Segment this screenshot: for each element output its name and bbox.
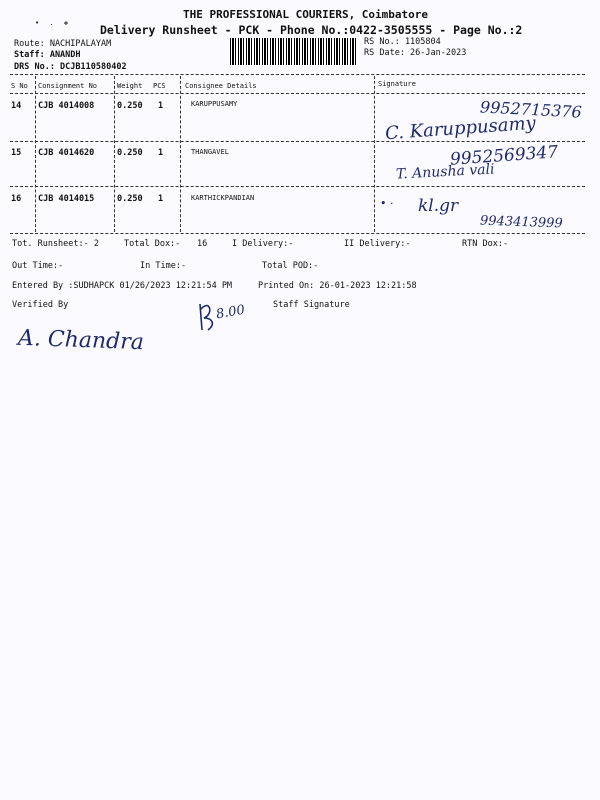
divider-line (10, 141, 585, 142)
row-sno: 15 (11, 148, 22, 158)
barcode (230, 38, 357, 65)
verified-by: Verified By (12, 300, 69, 310)
row-pcs: 1 (158, 101, 164, 111)
row-sno: 16 (11, 194, 22, 204)
column-divider (114, 76, 115, 232)
out-time: Out Time:- (12, 261, 64, 271)
column-divider (374, 76, 375, 232)
in-time: In Time:- (140, 261, 187, 271)
signature-phone: 9943413999 (479, 213, 563, 232)
column-header-sno: S No (11, 82, 28, 90)
row-consignee: THANGAVEL (191, 148, 229, 156)
row-pcs: 1 (158, 148, 164, 158)
column-header-signature: Signature (378, 80, 416, 88)
staff-signature-label: Staff Signature (273, 300, 350, 310)
total-pod: Total POD:- (262, 261, 319, 271)
i-delivery: I Delivery:- (232, 239, 294, 249)
divider-line (10, 186, 585, 187)
total-dox-value: 16 (197, 239, 208, 249)
decorative-dots: • . ❖ (35, 19, 72, 27)
column-header-weight: Weight (117, 82, 143, 90)
row-consignment: CJB 4014620 (38, 148, 95, 158)
tot-runsheet: Tot. Runsheet:- 2 (12, 239, 99, 249)
divider-line (10, 74, 585, 75)
signature-phone: 9952715376 (479, 97, 583, 122)
column-header-consignment: Consignment No (38, 82, 98, 90)
company-title: THE PROFESSIONAL COURIERS, Coimbatore (183, 8, 429, 21)
column-header-pcs: PCS (153, 82, 166, 90)
column-divider (35, 76, 36, 232)
row-weight: 0.250 (117, 148, 143, 158)
handwritten-signature: C. Karuppusamy (384, 112, 537, 145)
ii-delivery: II Delivery:- (344, 239, 411, 249)
runsheet-title: Delivery Runsheet - PCK - Phone No.:0422-3505555 - Page No.:2 (100, 23, 523, 37)
staff-signature-text: 8.00 (214, 302, 247, 323)
row-consignee: KARUPPUSAMY (191, 100, 238, 108)
drs-number: DRS No.: DCJB110580402 (14, 62, 127, 72)
rs-number: RS No.: 1105804 (364, 37, 441, 47)
rtn-dox: RTN Dox:- (462, 239, 509, 249)
row-consignment: CJB 4014008 (38, 101, 95, 111)
route-label: Route: NACHIPALAYAM (14, 39, 112, 49)
row-pcs: 1 (158, 194, 164, 204)
entered-by: Entered By :SUDHAPCK 01/26/2023 12:21:54 PM (12, 281, 233, 291)
handwritten-signature: kl.gr (418, 196, 459, 216)
divider-line (10, 233, 585, 234)
divider-line (10, 93, 585, 94)
printed-on: Printed On: 26-01-2023 12:21:58 (258, 281, 417, 291)
column-divider (180, 76, 181, 232)
verified-signature: A. Chandra (17, 325, 145, 356)
rs-date: RS Date: 26-Jan-2023 (364, 48, 467, 58)
row-consignment: CJB 4014015 (38, 194, 95, 204)
signature-phone: 9952569347 (449, 142, 559, 170)
row-weight: 0.250 (117, 194, 143, 204)
row-sno: 14 (11, 101, 22, 111)
column-header-consignee: Consignee Details (185, 82, 257, 90)
signature-mark: • · (380, 197, 394, 210)
total-dox-label: Total Dox:- (124, 239, 181, 249)
row-consignee: KARTHICKPANDIAN (191, 194, 255, 202)
staff-label: Staff: ANANDH (14, 50, 81, 60)
handwritten-signature: T. Anusha vali (395, 161, 495, 183)
row-weight: 0.250 (117, 101, 143, 111)
